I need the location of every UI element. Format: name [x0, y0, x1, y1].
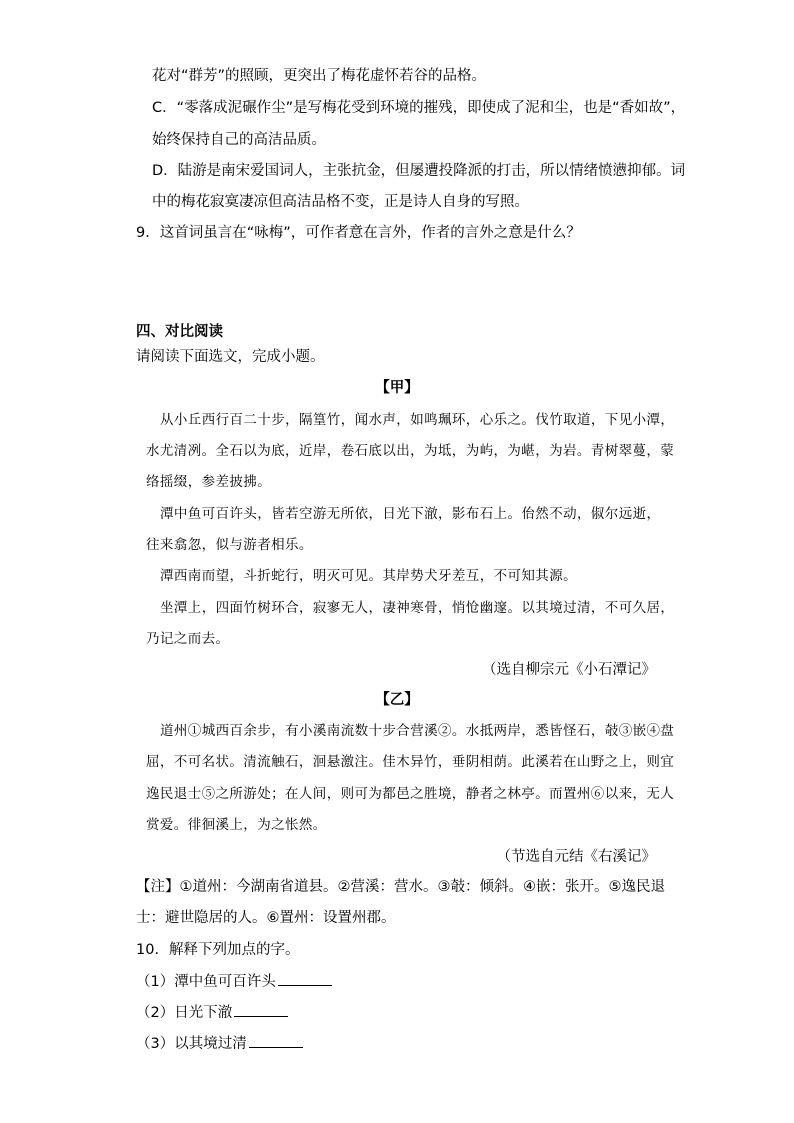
- section-4-instruction: 请阅读下面选文，完成小题。: [136, 349, 325, 365]
- notes-line-2: 士：避世隐居的人。⑥置州：设置州郡。: [136, 910, 396, 926]
- question-10-item-text: （1）潭中鱼可百许头: [136, 974, 276, 990]
- passage-yi-line: 屈，不可名状。清流触石，洄悬激注。佳木异竹，垂阴相荫。此溪若在山野之上，则宜: [146, 754, 675, 770]
- question-10-item-text: （2）日光下澈: [136, 1005, 233, 1021]
- passage-yi-line: 赏爱。徘徊溪上，为之怅然。: [146, 817, 327, 833]
- passage-jia-line: 从小丘西行百二十步，隔篁竹，闻水声，如鸣珮环，心乐之。伐竹取道，下见小潭，: [160, 412, 675, 428]
- passage-jia-line: 水尤清冽。全石以为底，近岸，卷石底以出，为坻，为屿，为嵁，为岩。青树翠蔓，蒙: [146, 443, 675, 459]
- passage-yi-title: 【乙】: [375, 692, 419, 708]
- option-c-line-2: 始终保持自己的高洁品质。: [152, 132, 326, 148]
- question-10-item: [136, 1033, 303, 1054]
- passage-jia-source: （选自柳宗元《小石潭记》: [482, 662, 656, 678]
- passage-jia-line: 往来翕忽，似与游者相乐。: [146, 537, 313, 553]
- option-d-line-1: D．陆游是南宋爱国词人，主张抗金，但屡遭投降派的打击，所以情绪愤懑抑郁。词: [152, 163, 686, 179]
- option-d-line-2: 中的梅花寂寞凄凉但高洁品格不变，正是诗人自身的写照。: [152, 194, 529, 210]
- passage-jia-line: 潭中鱼可百许头，皆若空游无所依，日光下澈，影布石上。佁然不动，俶尔远逝，: [160, 506, 661, 522]
- answer-blank[interactable]: [234, 1002, 288, 1017]
- option-b-continued: 花对“群芳”的照顾，更突出了梅花虚怀若谷的品格。: [152, 68, 487, 84]
- answer-blank[interactable]: [278, 971, 332, 986]
- answer-blank[interactable]: [249, 1033, 303, 1048]
- passage-jia-line: 潭西南而望，斗折蛇行，明灭可见。其岸势犬牙差互，不可知其源。: [160, 568, 577, 584]
- section-4-heading: 四、对比阅读: [136, 324, 223, 340]
- passage-jia-line: 络摇缀，参差披拂。: [146, 474, 272, 490]
- question-9: 9．这首词虽言在“咏梅”，可作者意在言外，作者的言外之意是什么？: [136, 225, 581, 241]
- passage-yi-source: （节选自元结《右溪记》: [496, 849, 656, 865]
- question-10-item: [136, 971, 332, 992]
- passage-yi-line: 逸民退士⑤之所游处；在人间，则可为都邑之胜境，静者之林亭。而置州⑥以来，无人: [146, 786, 675, 802]
- notes-line-1: 【注】①道州：今湖南省道县。②营溪：营水。③攲：倾斜。④嵌：张开。⑤逸民退: [136, 879, 665, 895]
- passage-jia-line: 乃记之而去。: [146, 631, 230, 647]
- question-10-item: [136, 1002, 288, 1023]
- question-10: 10．解释下列加点的字。: [136, 942, 300, 958]
- option-c-line-1: C．“零落成泥碾作尘”是写梅花受到环境的摧残，即使成了泥和尘，也是“香如故”，: [152, 100, 686, 116]
- passage-jia-line: 坐潭上，四面竹树环合，寂寥无人，凄神寒骨，悄怆幽邃。以其境过清，不可久居，: [160, 600, 675, 616]
- passage-yi-line: 道州①城西百余步，有小溪南流数十步合营溪②。水抵两岸，悉皆怪石，攲③嵌④盘: [160, 723, 675, 739]
- passage-jia-title: 【甲】: [375, 380, 419, 396]
- question-10-item-text: （3）以其境过清: [136, 1036, 247, 1052]
